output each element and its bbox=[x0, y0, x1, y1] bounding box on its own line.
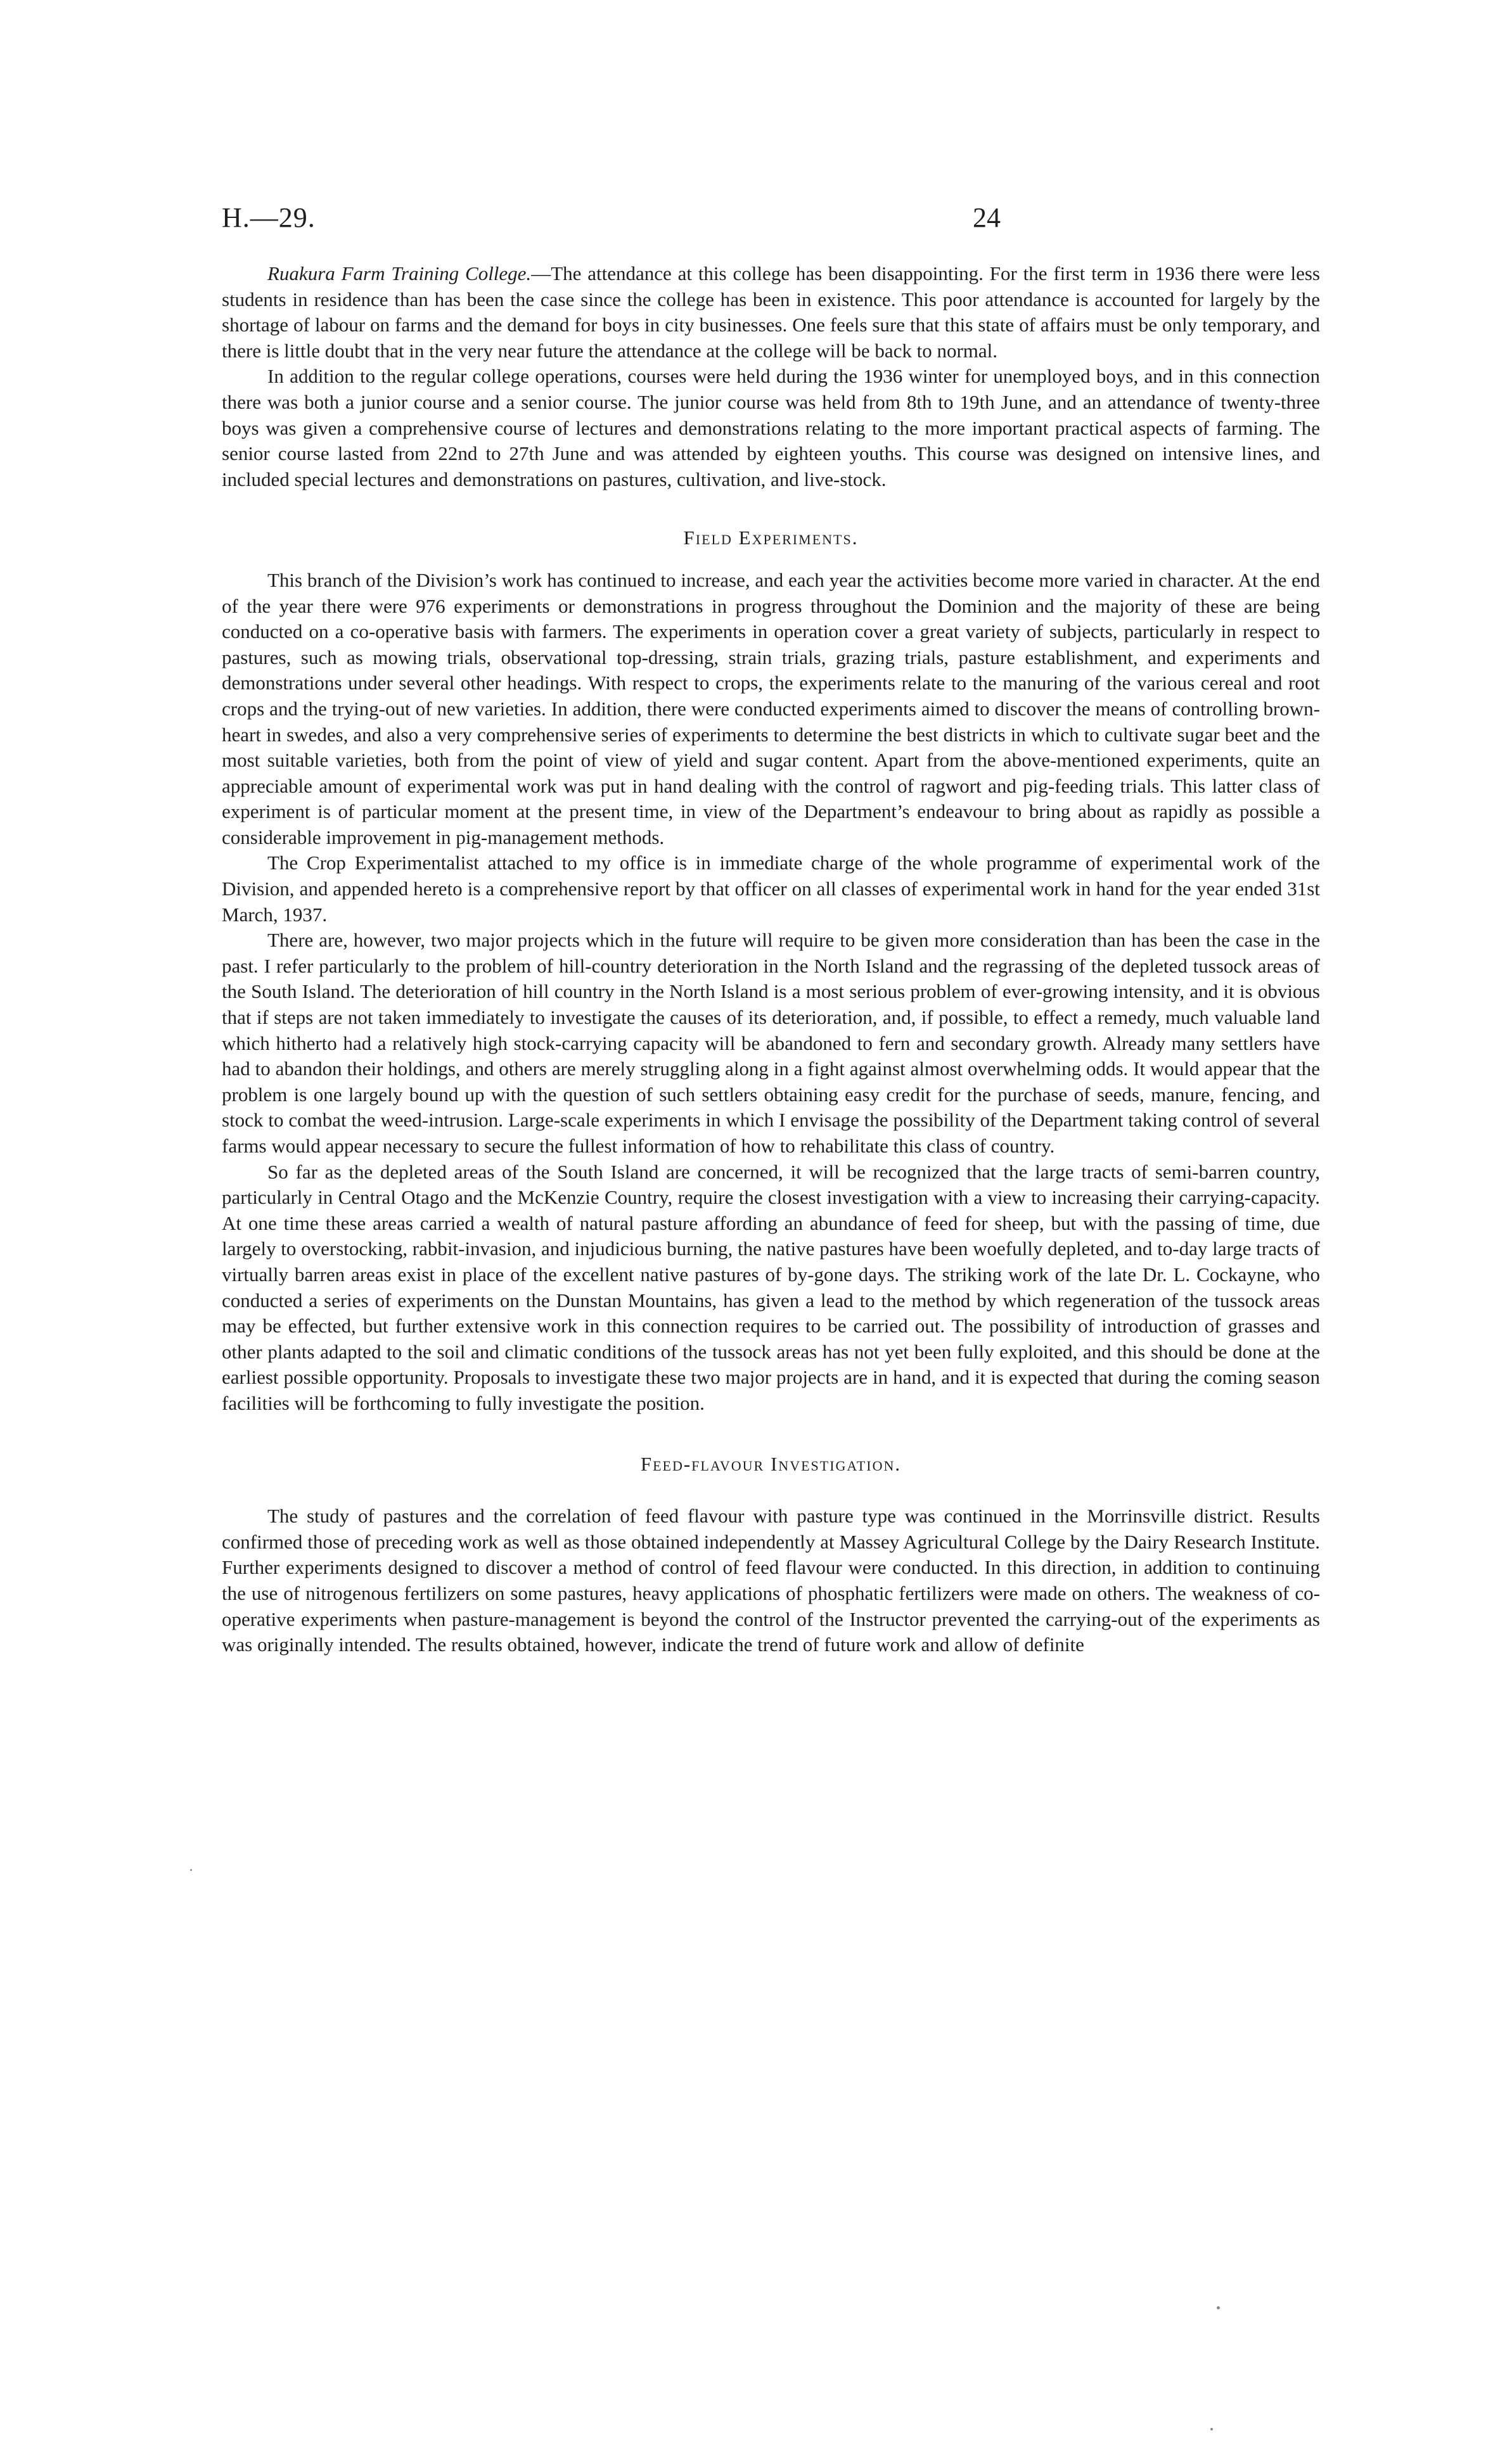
field-experiments-paragraph-1: This branch of the Division’s work has continued to increase, and each year the activities become more varied in character. At the end of the year there were 976 experiments or demonstrations in progress throughout the Dominion and the majority of these are being conducted on a co-operative basis with farmers. The experiments in operation cover a great variety of subjects, particularly in respect to pastures, such as mowing trials, observational top-dressing, strain trials, grazing trials, pasture establishment, and experiments and demonstrations under several other headings. With respect to crops, the experiments relate to the manuring of the various cereal and root crops and the trying-out of new varieties. In addition, there were conducted experiments aimed to discover the means of controlling brown-heart in swedes, and also a very comprehensive series of experiments to determine the best districts in which to cultivate sugar beet and the most suitable varieties, both from the point of view of yield and sugar content. Apart from the above-mentioned experiments, quite an appreciable amount of experimental work was put in hand dealing with the control of ragwort and pig-feeding trials. This latter class of experiment is of particular moment at the present time, in view of the Department’s endeavour to bring about as rapidly as possible a considerable improvement in pig-management methods. bbox=[222, 568, 1320, 848]
feed-flavour-paragraph-1: The study of pastures and the correlation of feed flavour with pasture type was continued in the Morrinsville district. Results confirmed those of preceding work as well as those obtained independently at Massey Agricultural College by the Dairy Research Institute. Further experiments designed to discover a method of control of feed flavour were conducted. In this direction, in addition to continuing the use of nitrogenous fertilizers on some pastures, heavy applications of phosphatic fertilizers were made on others. The weakness of co-operative experiments when pasture-management is beyond the control of the Instructor prevented the carrying-out of the experiments as was originally intended. The results obtained, however, indicate the trend of future work and allow of definite bbox=[222, 1505, 1320, 1656]
document-reference: H.—29. bbox=[222, 202, 316, 233]
feed-flavour-heading: Feed-flavour Investigation. bbox=[640, 1452, 902, 1475]
winter-courses-paragraph: In addition to the regular college operations, courses were held during the 1936 winter for unemployed boys, and in this connection there was both a junior course and a senior course. The junior course was held from 8th to 19th June, and an attendance of twenty-three boys was given a comprehensive course of lectures and demonstrations relating to the more important practical aspects of farming. The senior course lasted from 22nd to 27th June and was attended by eighteen youths. This course was designed on intensive lines, and included special lectures and demonstrations on pastures, cultivation, and live-stock. bbox=[222, 365, 1320, 490]
ruakura-paragraph bbox=[222, 261, 1320, 364]
ruakura-lead: Ruakura Farm Training College. bbox=[267, 262, 532, 284]
scan-speck bbox=[190, 1869, 192, 1871]
page-number: 24 bbox=[973, 202, 1001, 233]
ruakura-dash: — bbox=[531, 262, 551, 284]
scan-speck bbox=[1210, 2428, 1213, 2430]
page-body bbox=[222, 261, 1320, 1658]
field-experiments-paragraph-3: There are, however, two major projects which in the future will require to be given more consideration than has been the case in the past. I refer particularly to the problem of hill-country deterioration in the North Island and the regrassing of the depleted tussock areas of the South Island. The deterioration of hill country in the North Island is a most serious problem of ever-growing intensity, and it is obvious that if steps are not taken immediately to investigate the causes of its deterioration, and, if possible, to effect a remedy, much valuable land which hitherto had a relatively high stock-carrying capacity will be abandoned to fern and secondary growth. Already many settlers have had to abandon their holdings, and others are merely struggling along in a fight against almost overwhelming odds. It would appear that the problem is one largely bound up with the question of such settlers obtaining easy credit for the purchase of seeds, manure, fencing, and stock to combat the weed-intrusion. Large-scale experiments in which I envisage the possibility of the Department taking control of several farms would appear necessary to secure the fullest information of how to rehabilitate this class of country. bbox=[222, 929, 1320, 1157]
page-header bbox=[222, 201, 1331, 239]
field-experiments-paragraph-2: The Crop Experimentalist attached to my office is in immediate charge of the whole programme of experimental work of the Division, and appended hereto is a comprehensive report by that officer on all classes of experimental work in hand for the year ended 31st March, 1937. bbox=[222, 852, 1320, 926]
field-experiments-heading: Field Experiments. bbox=[683, 527, 859, 549]
scan-speck bbox=[1217, 2306, 1220, 2309]
ruakura-text: The attendance at this college has been disappointing. For the first term in 1936 there were less students in residence than has been the case since the college has been in existence. This poor attendance is accounted for largely by the shortage of labour on farms and the demand for boys in city businesses. One feels sure that this state of affairs must be only temporary, and there is little doubt that in the very near future the attendance at the college will be back to normal. bbox=[222, 262, 1320, 362]
field-experiments-paragraph-4: So far as the depleted areas of the South Island are concerned, it will be recognized that the large tracts of semi-barren country, particularly in Central Otago and the McKenzie Country, require the closest investigation with a view to increasing their carrying-capacity. At one time these areas carried a wealth of natural pasture affording an abundance of feed for sheep, but with the passing of time, due largely to overstocking, rabbit-invasion, and injudicious burning, the native pastures have been woefully depleted, and to-day large tracts of virtually barren areas exist in place of the excellent native pastures of by-gone days. The striking work of the late Dr. L. Cockayne, who conducted a series of experiments on the Dunstan Mountains, has given a lead to the method by which regeneration of the tussock areas may be effected, but further extensive work in this connection requires to be carried out. The possibility of introduction of grasses and other plants adapted to the soil and climatic conditions of the tussock areas has not yet been fully exploited, and this should be done at the earliest possible opportunity. Proposals to investigate these two major projects are in hand, and it is expected that during the coming season facilities will be forthcoming to fully investigate the position. bbox=[222, 1160, 1320, 1414]
